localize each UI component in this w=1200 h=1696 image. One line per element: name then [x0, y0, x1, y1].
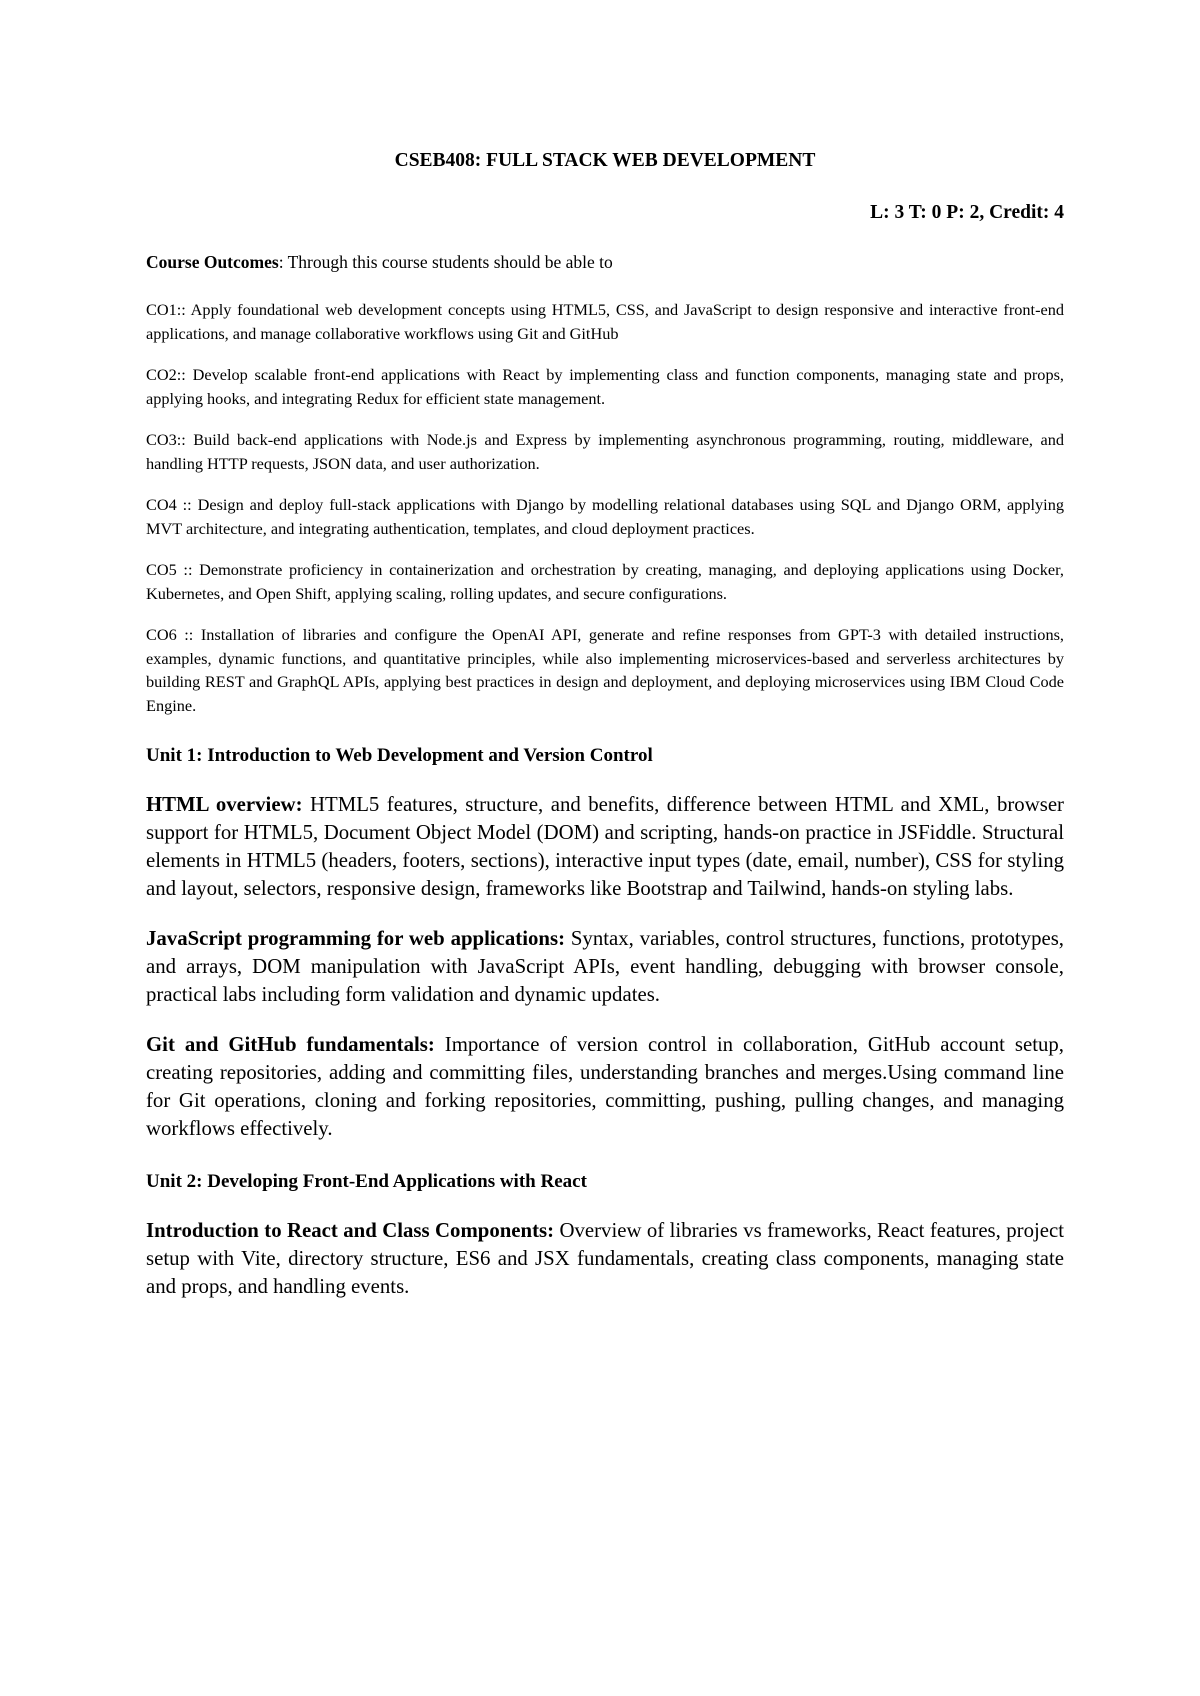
topic-body: Syntax, variables, control structures, functions, prototypes, and arrays, DOM manipulation with JavaScript APIs, event handling, debugging with browser console, practical labs including form validation and dynamic updates.: [146, 927, 1064, 1006]
course-outcome-co4: CO4 :: Design and deploy full-stack applications with Django by modelling relational databases using SQL and Django ORM, applying MVT architecture, and integrating authentication, templates, and cloud deployment practices.: [146, 495, 1064, 538]
topic-body: HTML5 features, structure, and benefits, difference between HTML and XML, browser support for HTML5, Document Object Model (DOM) and scripting, hands-on practice in JSFiddle. Structural elements in HTML5 (headers, footers, sections), interactive input types (date, email, number), CSS for styling and layout, selectors, responsive design, frameworks like Bootstrap and Tailwind, hands-on styling labs.: [146, 793, 1064, 900]
course-outcomes-text: : Through this course students should be able to: [278, 252, 613, 272]
unit-2-heading: Unit 2: Developing Front-End Applications with React: [146, 1171, 587, 1192]
topic-body: Importance of version control in collaboration, GitHub account setup, creating repositories, adding and committing files, understanding branches and merges.Using command line for Git operations, cloning and forking repositories, committing, pushing, pulling changes, and managing workflows effectively.: [146, 1033, 1064, 1140]
unit-1-heading: Unit 1: Introduction to Web Development and Version Control: [146, 745, 653, 766]
topic-body: Overview of libraries vs frameworks, React features, project setup with Vite, directory structure, ES6 and JSX fundamentals, creating class components, managing state and props, and handling events.: [146, 1219, 1064, 1298]
course-outcomes-intro: [146, 250, 1064, 274]
unit-2-topic-react: [146, 1217, 1064, 1301]
topic-title: Git and GitHub fundamentals:: [146, 1033, 435, 1056]
course-outcome-co3: CO3:: Build back-end applications with Node.js and Express by implementing asynchronous programming, routing, middleware, and handling HTTP requests, JSON data, and user authorization.: [146, 430, 1064, 473]
course-outcomes-label: Course Outcomes: [146, 252, 279, 272]
course-outcome-co2: CO2:: Develop scalable front-end applications with React by implementing class and function components, managing state and props, applying hooks, and integrating Redux for efficient state management.: [146, 365, 1064, 408]
topic-title: JavaScript programming for web applications:: [146, 927, 565, 950]
course-outcome-co6: CO6 :: Installation of libraries and configure the OpenAI API, generate and refine responses from GPT-3 with detailed instructions, examples, dynamic functions, and quantitative principles, while also implementing microservices-based and serverless architectures by building REST and GraphQL APIs, applying best practices in design and deployment, and deploying microservices using IBM Cloud Code Engine.: [146, 625, 1064, 715]
course-outcome-co1: CO1:: Apply foundational web development concepts using HTML5, CSS, and JavaScript to design responsive and interactive front-end applications, and manage collaborative workflows using Git and GitHub: [146, 300, 1064, 343]
unit-1-topic-javascript: [146, 925, 1064, 1009]
credit-structure: L: 3 T: 0 P: 2, Credit: 4: [870, 202, 1064, 223]
unit-1-topic-git: [146, 1031, 1064, 1143]
topic-title: HTML overview:: [146, 793, 303, 816]
unit-1-topic-html: [146, 791, 1064, 903]
course-title: CSEB408: FULL STACK WEB DEVELOPMENT: [394, 150, 816, 171]
course-outcome-co5: CO5 :: Demonstrate proficiency in containerization and orchestration by creating, managing, and deploying applications using Docker, Kubernetes, and Open Shift, applying scaling, rolling updates, and secure configurations.: [146, 560, 1064, 603]
topic-title: Introduction to React and Class Components:: [146, 1219, 555, 1242]
